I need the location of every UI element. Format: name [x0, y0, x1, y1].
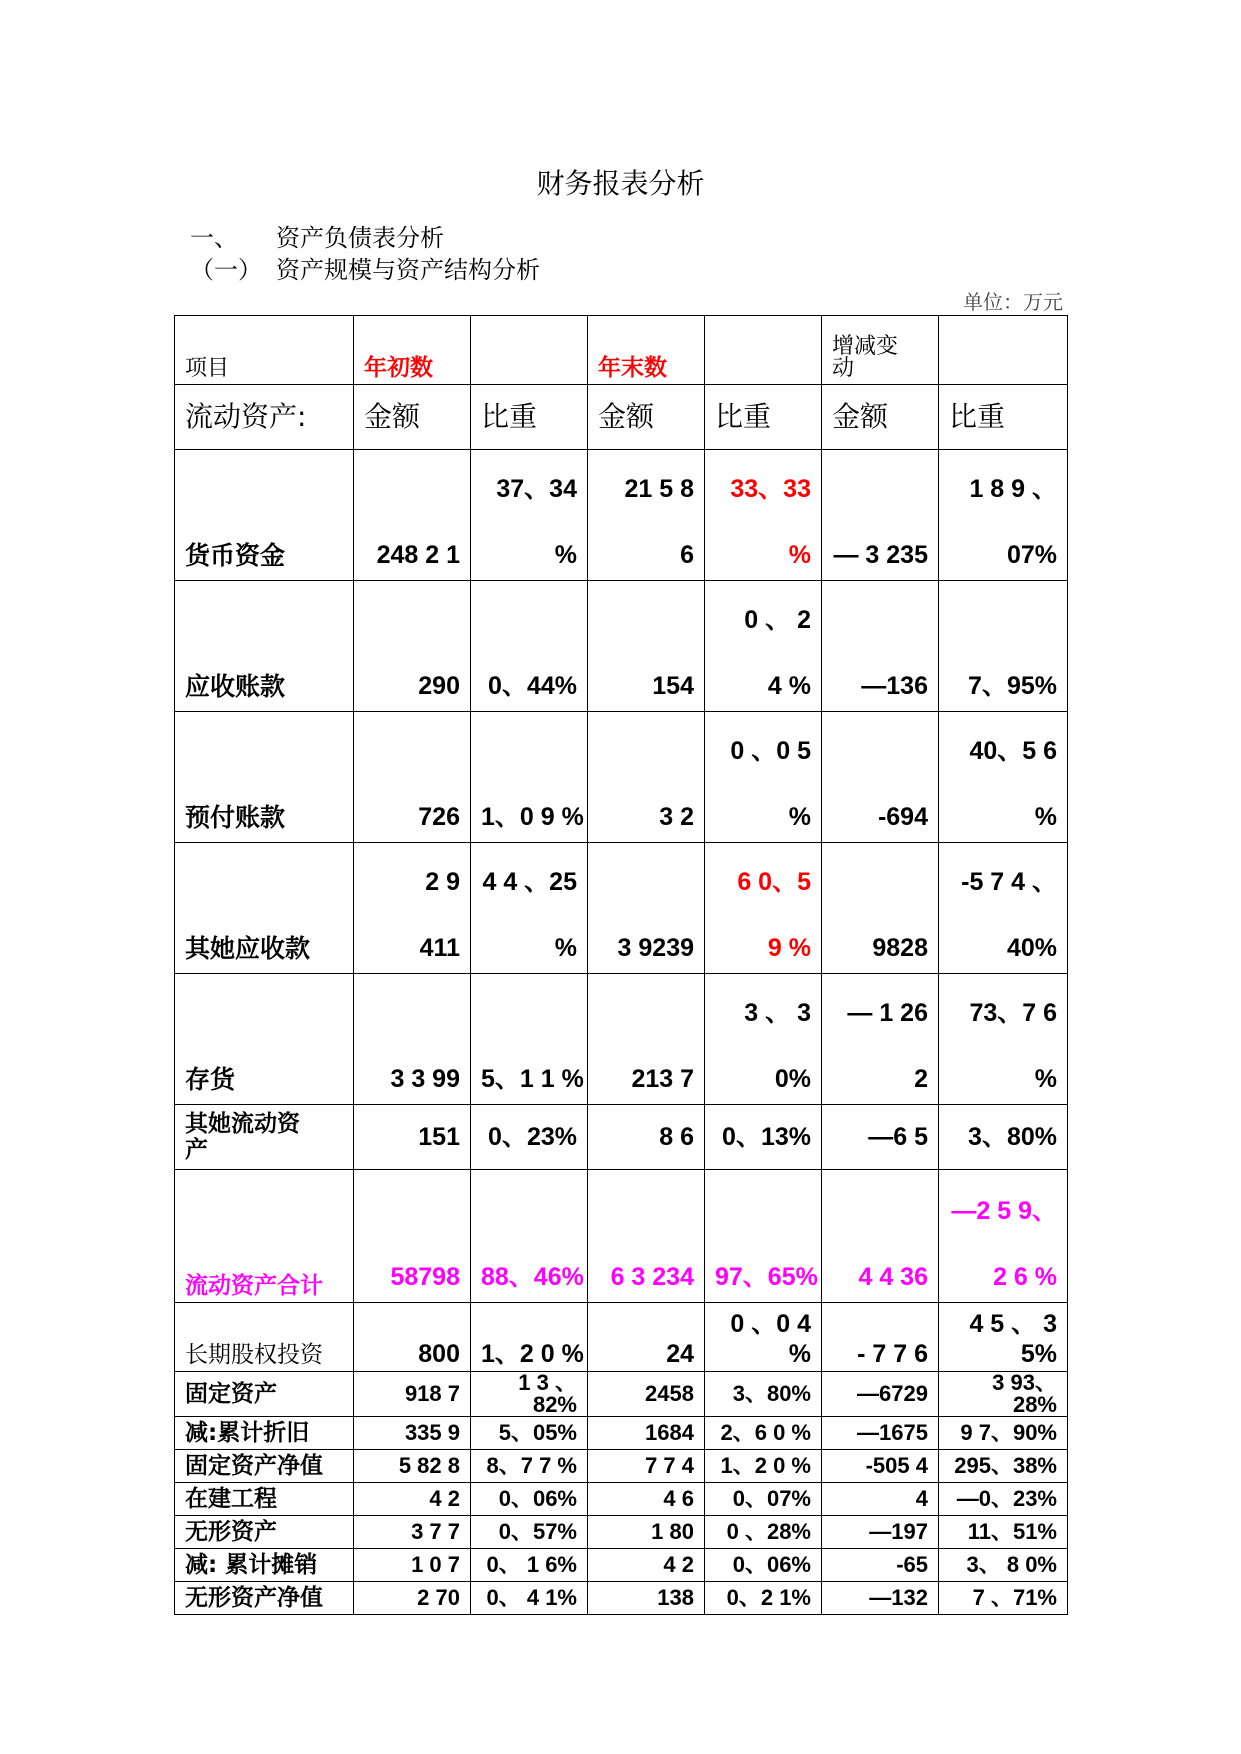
row-name: 固定资产净值 [175, 1450, 354, 1483]
begin-ratio: 8、7 7 % [471, 1450, 588, 1483]
change-amount: -65 [822, 1549, 939, 1582]
change-ratio: 7、95% [939, 581, 1068, 712]
row-name: 固定资产 [175, 1372, 354, 1417]
table-row [175, 1483, 1068, 1516]
change-amount: 9828 [822, 843, 939, 974]
begin-amount: 290 [354, 581, 471, 712]
row-name: 其她应收款 [175, 843, 354, 974]
end-amount: 4 6 [588, 1483, 705, 1516]
section-heading-2 [190, 250, 540, 285]
header-current-assets: 流动资产: [175, 385, 354, 450]
end-amount: 6 3 234 [588, 1170, 705, 1303]
section-heading-1 [190, 218, 444, 253]
table-row [175, 712, 1068, 843]
header-ratio: 比重 [939, 385, 1068, 450]
end-ratio: 0、07% [705, 1483, 822, 1516]
header-blank [471, 316, 588, 385]
table-row [175, 1303, 1068, 1372]
change-ratio: 1 8 9 、 07% [939, 450, 1068, 581]
begin-amount: 726 [354, 712, 471, 843]
end-ratio: 6 0、5 9 % [705, 843, 822, 974]
begin-amount: 3 7 7 [354, 1516, 471, 1549]
change-amount: -694 [822, 712, 939, 843]
begin-ratio: 37、34 % [471, 450, 588, 581]
header-end: 年末数 [588, 316, 705, 385]
end-ratio: 0 、 2 4 % [705, 581, 822, 712]
begin-ratio: 5、05% [471, 1417, 588, 1450]
change-ratio: 295、38% [939, 1450, 1068, 1483]
table-row [175, 450, 1068, 581]
end-ratio: 33、33 % [705, 450, 822, 581]
end-amount: 8 6 [588, 1105, 705, 1170]
change-ratio: 9 7、90% [939, 1417, 1068, 1450]
table-row [175, 974, 1068, 1105]
end-ratio: 3、80% [705, 1372, 822, 1417]
begin-ratio: 0、06% [471, 1483, 588, 1516]
row-name: 减: 累计摊销 [175, 1549, 354, 1582]
total-row [175, 1170, 1068, 1303]
change-ratio: -5 7 4 、 40% [939, 843, 1068, 974]
end-ratio: 0 、28% [705, 1516, 822, 1549]
change-ratio: —2 5 9、 2 6 % [939, 1170, 1068, 1303]
end-amount: 7 7 4 [588, 1450, 705, 1483]
change-ratio: 11、51% [939, 1516, 1068, 1549]
header-begin: 年初数 [354, 316, 471, 385]
end-ratio: 1、2 0 % [705, 1450, 822, 1483]
begin-ratio: 0、23% [471, 1105, 588, 1170]
end-ratio: 0 、0 5 % [705, 712, 822, 843]
table-row [175, 843, 1068, 974]
begin-amount: 3 3 99 [354, 974, 471, 1105]
end-amount: 2458 [588, 1372, 705, 1417]
change-ratio: 3 93、28% [939, 1372, 1068, 1417]
row-name: 货币资金 [175, 450, 354, 581]
row-name: 预付账款 [175, 712, 354, 843]
header-amount: 金额 [588, 385, 705, 450]
change-amount: —6 5 [822, 1105, 939, 1170]
section-number: 一、 [190, 224, 238, 252]
change-amount: —132 [822, 1582, 939, 1615]
end-ratio: 0、2 1% [705, 1582, 822, 1615]
begin-amount: 800 [354, 1303, 471, 1372]
begin-ratio: 0、57% [471, 1516, 588, 1549]
end-amount: 24 [588, 1303, 705, 1372]
begin-ratio: 0、 1 6% [471, 1549, 588, 1582]
table-row [175, 581, 1068, 712]
header-amount: 金额 [354, 385, 471, 450]
end-amount: 21 5 8 6 [588, 450, 705, 581]
header-row-2 [175, 385, 1068, 450]
change-ratio: —0、23% [939, 1483, 1068, 1516]
unit-label: 单位：万元 [963, 290, 1063, 314]
change-amount: 4 4 36 [822, 1170, 939, 1303]
table-row [175, 1516, 1068, 1549]
begin-ratio: 88、46% [471, 1170, 588, 1303]
header-amount: 金额 [822, 385, 939, 450]
table-row [175, 1450, 1068, 1483]
begin-ratio: 1、2 0 % [471, 1303, 588, 1372]
begin-amount: 2 70 [354, 1582, 471, 1615]
header-change [822, 316, 939, 385]
header-ratio: 比重 [471, 385, 588, 450]
end-ratio: 2、6 0 % [705, 1417, 822, 1450]
end-amount: 154 [588, 581, 705, 712]
change-ratio: 7 、71% [939, 1582, 1068, 1615]
change-amount: — 3 235 [822, 450, 939, 581]
balance-sheet-table [174, 315, 1068, 1615]
section-title: 资产规模与资产结构分析 [276, 256, 540, 284]
table-row [175, 1582, 1068, 1615]
begin-ratio: 5、1 1 % [471, 974, 588, 1105]
header-change-line2: 动 [832, 356, 855, 381]
begin-amount: 151 [354, 1105, 471, 1170]
row-name: 应收账款 [175, 581, 354, 712]
change-amount: —6729 [822, 1372, 939, 1417]
change-amount: — 1 26 2 [822, 974, 939, 1105]
header-row-1 [175, 316, 1068, 385]
begin-ratio: 1 3 、82% [471, 1372, 588, 1417]
end-ratio: 0 、0 4 % [705, 1303, 822, 1372]
end-amount: 3 2 [588, 712, 705, 843]
row-name: 无形资产净值 [175, 1582, 354, 1615]
section-number: （一） [190, 256, 262, 284]
begin-amount: 2 9 411 [354, 843, 471, 974]
table-row [175, 1105, 1068, 1170]
end-ratio: 3 、 3 0% [705, 974, 822, 1105]
end-amount: 138 [588, 1582, 705, 1615]
header-ratio: 比重 [705, 385, 822, 450]
end-amount: 4 2 [588, 1549, 705, 1582]
change-amount: - 7 7 6 [822, 1303, 939, 1372]
end-ratio: 97、65% [705, 1170, 822, 1303]
table-row [175, 1372, 1068, 1417]
header-item: 项目 [175, 316, 354, 385]
change-amount: —197 [822, 1516, 939, 1549]
header-blank [939, 316, 1068, 385]
begin-ratio: 0、 4 1% [471, 1582, 588, 1615]
begin-ratio: 1、0 9 % [471, 712, 588, 843]
change-ratio: 73、7 6 % [939, 974, 1068, 1105]
end-amount: 1 80 [588, 1516, 705, 1549]
begin-amount: 335 9 [354, 1417, 471, 1450]
begin-amount: 918 7 [354, 1372, 471, 1417]
page-title: 财务报表分析 [536, 167, 705, 200]
row-name: 流动资产合计 [175, 1170, 354, 1303]
change-ratio: 3、 8 0% [939, 1549, 1068, 1582]
begin-amount: 248 2 1 [354, 450, 471, 581]
end-ratio: 0、06% [705, 1549, 822, 1582]
header-change-line1: 增减变 [832, 334, 899, 359]
begin-amount: 1 0 7 [354, 1549, 471, 1582]
end-amount: 3 9239 [588, 843, 705, 974]
change-ratio: 3、80% [939, 1105, 1068, 1170]
change-amount: —1675 [822, 1417, 939, 1450]
end-amount: 213 7 [588, 974, 705, 1105]
end-amount: 1684 [588, 1417, 705, 1450]
section-title: 资产负债表分析 [276, 224, 444, 252]
change-ratio: 40、5 6 % [939, 712, 1068, 843]
row-name: 存货 [175, 974, 354, 1105]
header-blank [705, 316, 822, 385]
change-ratio: 4 5 、 3 5% [939, 1303, 1068, 1372]
end-ratio: 0、13% [705, 1105, 822, 1170]
table-row [175, 1549, 1068, 1582]
row-name: 其她流动资 产 [175, 1105, 354, 1170]
row-name: 长期股权投资 [175, 1303, 354, 1372]
change-amount: 4 [822, 1483, 939, 1516]
table-row [175, 1417, 1068, 1450]
row-name: 减:累计折旧 [175, 1417, 354, 1450]
begin-amount: 58798 [354, 1170, 471, 1303]
begin-ratio: 0、44% [471, 581, 588, 712]
row-name: 在建工程 [175, 1483, 354, 1516]
row-name: 无形资产 [175, 1516, 354, 1549]
begin-amount: 5 82 8 [354, 1450, 471, 1483]
begin-ratio: 4 4 、25 % [471, 843, 588, 974]
begin-amount: 4 2 [354, 1483, 471, 1516]
change-amount: -505 4 [822, 1450, 939, 1483]
change-amount: —136 [822, 581, 939, 712]
